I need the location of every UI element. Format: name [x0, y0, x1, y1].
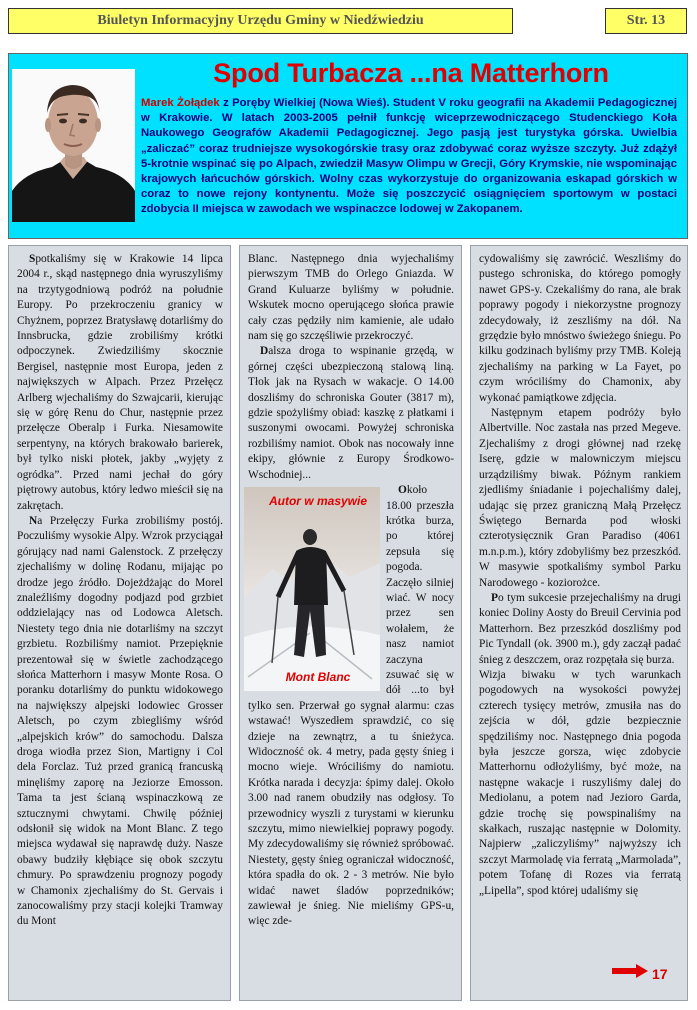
author-portrait: [12, 69, 135, 222]
lead-text: z Poręby Wielkiej (Nowa Wieś). Student V roku geografii na Akademii Pedagogicznej w Krakowie. W latach 2003-2005 pełnił funkcję wiceprzewodniczącego Studenckiego Koła Naukowego Geografów Akademii Pedagogicznej. Jego pasją jest turystyka górska. Uwielbia „zaliczać” coraz trudniejsze wysokogórskie trasy oraz zdobywać coraz wyższe szczyty. Już zdążył 5-krotnie wspinać się po Alpach, zwiedził Masyw Olimpu w Grecji, Góry Krymskie, nie wspominając krajowych łańcuchów górskich. Wolny czas wykorzystuje do organizowania eskapad górskich w coraz to nowe rejony kontynentu. Może się poszczycić osiągnięciem sportowym w postaci zdobycia II miejsca w zawodach we wspinaczce lodowej w Zakopanem.: [141, 97, 677, 216]
paragraph: Autor w masywie Mont Blanc Około 18.00 przeszła krótka burza, po której zepsuła się pogoda. Zaczęło silniej wiać. W nocy przez sen wołałem, że nasz namiot zaczyna zsuwać się w dół ...to był tylko sen. Przerwał go sygnał alarmu: czas wstawać! Wyszedłem sprawdzić, co się dzieje na zewnątrz, a tu śnieżyca. Widoczność ok. 4 metry, pada gęsty śnieg i mocno wieje. Wróciliśmy do namiotu. Krótka narada i decyzja: śpimy dalej. Około 3.00 nad ranem obudziły nas odgłosy. To przewodnicy wyszli z turystami w kierunku szczytu, mimo niewielkiej poprawy pogody. My zdecydowaliśmy się również spróbować. Niestety, gęsty śnieg ograniczał widoczność, która spadła do ok. 2 - 3 metrów. Nie było widać nawet śladów poprzedników; zawiewał je śnieg. Nie mieliśmy GPS-u, więc zde-: [248, 483, 454, 930]
article-lead-box: [8, 53, 688, 239]
photo-caption-top: Autor w masywie: [268, 494, 368, 509]
continued-page-number: 17: [652, 965, 668, 982]
paragraph: Spotkaliśmy się w Krakowie 14 lipca 2004 r., skąd następnego dnia wyruszyliśmy na trzytygodniową podróż na południe Europy. Po przekroczeniu granicy w Chyżnem, poprzez Bratysławę dotarliśmy do Innsbrucka, gdzie zrobiliśmy krótki odpoczynek. Zwiedziliśmy skocznie Bergisel, następnie most Europa, jeden z największych w Alpach. Przez Przełęcz Arlberg wjechaliśmy do Szwajcarii, kierując się w górę Renu do Chur, następnie przez przełęcze Oberalp i Furka. Niesamowite serpentyny, na których brakowało barierek, był tylko niski płotek, jakby „wyjęty z ogródka”. Przed nami jechał do góry piętrowy autobus, który ledwo mieścił się na zakrętach.: [17, 253, 223, 512]
arrow-right-icon: [612, 964, 648, 983]
article-title: Spod Turbacza ...na Matterhorn: [213, 58, 609, 88]
photo-caption-bottom: Mont Blanc: [285, 669, 351, 684]
paragraph: Dalsza droga to wspinanie grzędą, w górnej części ubezpieczoną stalową liną. Tłok jak na Rysach w wakacje. O 14.00 doszliśmy do schroniska Gouter (3817 m), gdzie spożyliśmy obiad: kaszkę z płatkami i suszonymi owocami. Powyżej schroniska rozbiliśmy namiot. Obok nas nocowały inne ekipy, głównie z Europy Środkowo-Wschodniej...: [248, 345, 454, 481]
mont-blanc-photo: [244, 487, 380, 691]
paragraph: Wizja biwaku w tych warunkach pogodowych na wysokości powyżej czterech tysięcy metrów, zmusiła nas do zejścia w dół, gdzie bezpiecznie spędziliśmy noc. Następnego dnia pogoda była jeszcze gorsza, więc zdobycie Matterhornu odłożyliśmy, być może, na następne wakacje i ruszyliśmy dalej do Mediolanu, a potem nad Jezioro Garda, gdzie trochę się powspinaliśmy na skałkach, ruszając następnie w Dolomity. Najpierw „zaliczyliśmy” najwyższy ich szczyt Marmoladę via ferratą „Marmolada”, potem Tofanę di Rozes via ferratą „Lipella”, spod której udaliśmy się: [479, 668, 681, 897]
paragraph: Na Przełęczy Furka zrobiliśmy postój. Poczuliśmy wysokie Alpy. Wzrok przyciągał górujący nad nami Galenstock. Z przełęczy zjechaliśmy w dolinę Rodanu, mijając po drodze jego źródło. Dojeżdżając do Morel znaleźliśmy dogodny podjazd pod grzbiet oddzielający nas od Lodowca Aletsch. Niestety tego dnia nie dotarliśmy na szczyt grzbietu. Rozbiliśmy namiot. Przepięknie prezentował się w świetle zachodzącego słońca Matterhorn i masyw Monte Rosa. O poranku dotarliśmy do punktu widokowego na największy alpejski lodowiec Grosser Aletsch, po czym zbiegliśmy wśród „alpejskich krów” do samochodu. Dalsza droga wiodła przez Sion, Martigny i Col dela Forclaz. Tuż przed granicą francuską minęliśmy zaporę na Jeziorze Emosson. Tama ta jest ścianą wspinaczkową ze sztucznymi chwytami. Chwilę później odsłonił się widok na Mont Blanc. Z tego miejsca wydawał się naprawdę duży. Nasze obawy budziły kłębiące się obok szczytu chmury. Po sprawdzeniu prognozy pogody w Chamonix zjechaliśmy do St. Gervais i zanocowaliśmy przy stacji kolejki Tramway du Mont: [17, 514, 223, 928]
text-column-1: [8, 245, 231, 1001]
bulletin-title: Biuletyn Informacyjny Urzędu Gminy w Niedźwiedziu: [8, 8, 513, 34]
text-column-2: [239, 245, 462, 1001]
page-number: Str. 13: [605, 8, 687, 34]
paragraph: Następnym etapem podróży było Albertville. Noc zastała nas przed Megeve. Zjechaliśmy z drogi głównej nad rzekę Iserę, gdzie w malowniczym miejscu urządziliśmy biwak. Późnym rankiem zjedliśmy śniadanie i pojechaliśmy dalej, udając się przez graniczną Małą Przełęcz Świętego Bernarda pod włoski czterotysięcznik Gran Paradiso (4061 m.n.p.m.), który zdobyliśmy bez przeszkód. W masywie spotkaliśmy symbol Parku Narodowego - koziorożce.: [479, 407, 681, 589]
continued-on-page[interactable]: [612, 964, 668, 983]
text-column-3: [470, 245, 688, 1001]
author-name: Marek Żołądek: [141, 97, 220, 109]
paragraph: Po tym sukcesie przejechaliśmy na drugi koniec Doliny Aosty do Breuil Cervinia pod Matterhorn. Bez przeszkód doszliśmy pod Pic Tyndall (ok. 3900 m.), gdy zaczął padać śnieg z deszczem, oraz rozpętała się burza.: [479, 591, 681, 666]
article-lead: [141, 96, 677, 218]
paragraph: cydowaliśmy się zawrócić. Weszliśmy do pustego schroniska, do którego pomogły nawet GPS-y. Czekaliśmy do rana, ale brak poprawy pogody i niekorzystne prognozy zdecydowały, iż zeszliśmy na dół. Na grzędzie było mnóstwo świeżego śniegu. Po kilku godzinach byliśmy przy TMB. Koleją zjechaliśmy na parking w La Fayet, po czym wróciliśmy do Chamonix, aby wykonać pamiątkowe zdjęcia.: [479, 253, 681, 404]
paragraph: Blanc. Następnego dnia wyjechaliśmy pierwszym TMB do Orlego Gniazda. W Grand Kuluarze byliśmy w południe. Wskutek mocno operującego słońca prawie cały czas pędziły nim kamienie, ale udało nam się go szczęśliwie przekroczyć.: [248, 253, 454, 343]
